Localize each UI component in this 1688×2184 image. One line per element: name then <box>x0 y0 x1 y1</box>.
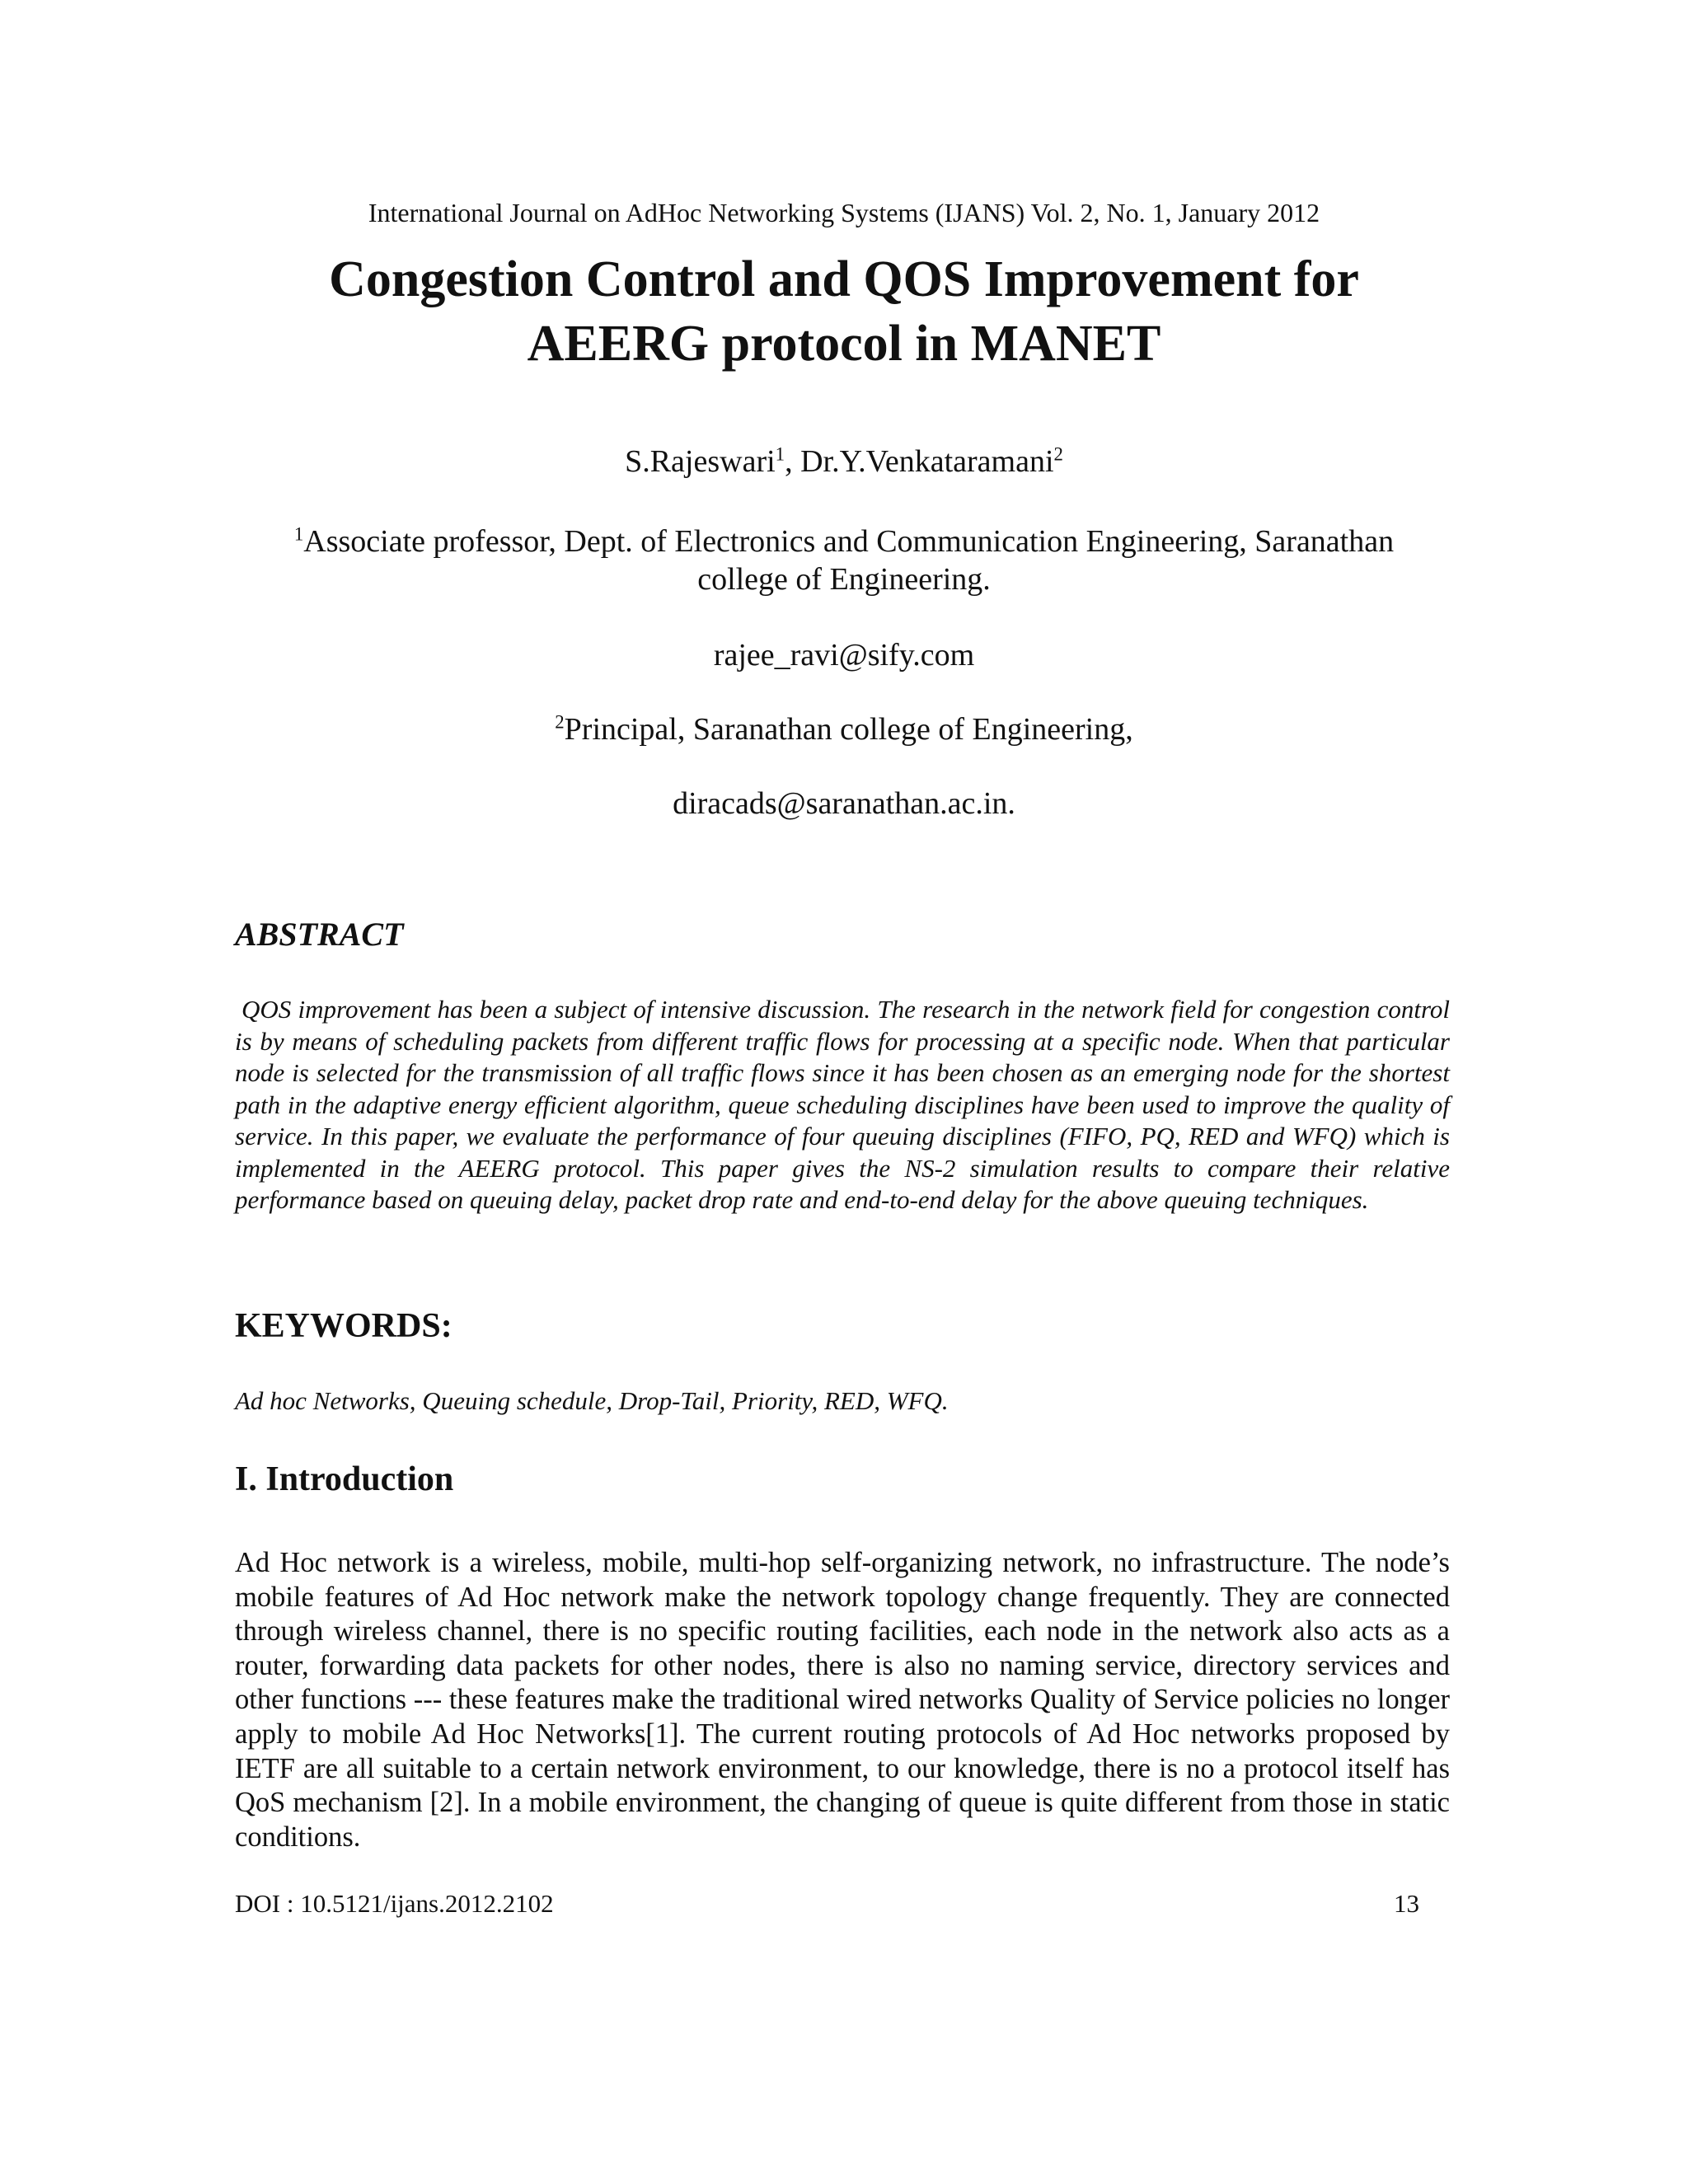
title-line-1: Congestion Control and QOS Improvement for <box>329 251 1359 307</box>
author-1-superscript: 1 <box>775 443 785 465</box>
affiliation-1 <box>165 523 1523 598</box>
paper-title <box>165 247 1523 376</box>
introduction-heading: I. Introduction <box>235 1460 454 1498</box>
author-2-email: diracads@saranathan.ac.in. <box>673 786 1015 821</box>
abstract-body: QOS improvement has been a subject of intensive discussion. The research in the network field for congestion control is by means of scheduling packets from different traffic flows for processing at a specific node. When that particular node is selected for the transmission of all traffic flows since it has been chosen as an emerging node for the shortest path in the adaptive energy efficient algorithm, queue scheduling disciplines have been used to improve the quality of service. In this paper, we evaluate the performance of four queuing disciplines (FIFO, PQ, RED and WFQ) which is implemented in the AEERG protocol. This paper gives the NS-2 simulation results to compare their relative performance based on queuing delay, packet drop rate and end-to-end delay for the above queuing techniques. <box>235 995 1450 1214</box>
affiliation-1-text: Associate professor, Dept. of Electronics and Communication Engineering, Saranathan <box>303 524 1395 559</box>
affiliation-2 <box>165 710 1523 748</box>
author-2-superscript: 2 <box>1053 443 1063 465</box>
author-list <box>0 442 1688 481</box>
affiliation-2-text: Principal, Saranathan college of Engineering, <box>564 712 1133 747</box>
title-line-2: AEERG protocol in MANET <box>527 316 1161 372</box>
keywords-heading: KEYWORDS: <box>235 1307 452 1345</box>
author-1-email: rajee_ravi@sify.com <box>713 638 975 673</box>
journal-header: International Journal on AdHoc Networking Systems (IJANS) Vol. 2, No. 1, January 2012 <box>368 198 1320 227</box>
author-separator: , <box>785 444 801 479</box>
author-1-name: S.Rajeswari <box>625 444 776 479</box>
introduction-body: Ad Hoc network is a wireless, mobile, multi-hop self-organizing network, no infrastructure. The node’s mobile features of Ad Hoc network make the network topology change frequently. They are connected through wireless channel, there is no specific routing facilities, each node in the network also acts as a router, forwarding data packets for other nodes, there is also no naming service, directory services and other functions --- these features make the traditional wired networks Quality of Service policies no longer apply to mobile Ad Hoc Networks[1]. The current routing protocols of Ad Hoc networks proposed by IETF are all suitable to a certain network environment, to our knowledge, there is no a protocol itself has QoS mechanism [2]. In a mobile environment, the changing of queue is quite different from those in static conditions. <box>235 1547 1450 1853</box>
author-2-name: Dr.Y.Venkataramani <box>800 444 1054 479</box>
affiliation-1-line-1 <box>165 523 1523 560</box>
abstract-heading: ABSTRACT <box>235 916 404 953</box>
affiliation-2-superscript: 2 <box>555 711 565 733</box>
keywords-body: Ad hoc Networks, Queuing schedule, Drop-Tail, Priority, RED, WFQ. <box>235 1386 949 1415</box>
affiliation-1-line-2: college of Engineering. <box>697 562 991 597</box>
footer-doi: DOI : 10.5121/ijans.2012.2102 <box>235 1889 554 1918</box>
affiliation-1-superscript: 1 <box>293 523 304 545</box>
footer-page-number: 13 <box>1394 1889 1419 1918</box>
